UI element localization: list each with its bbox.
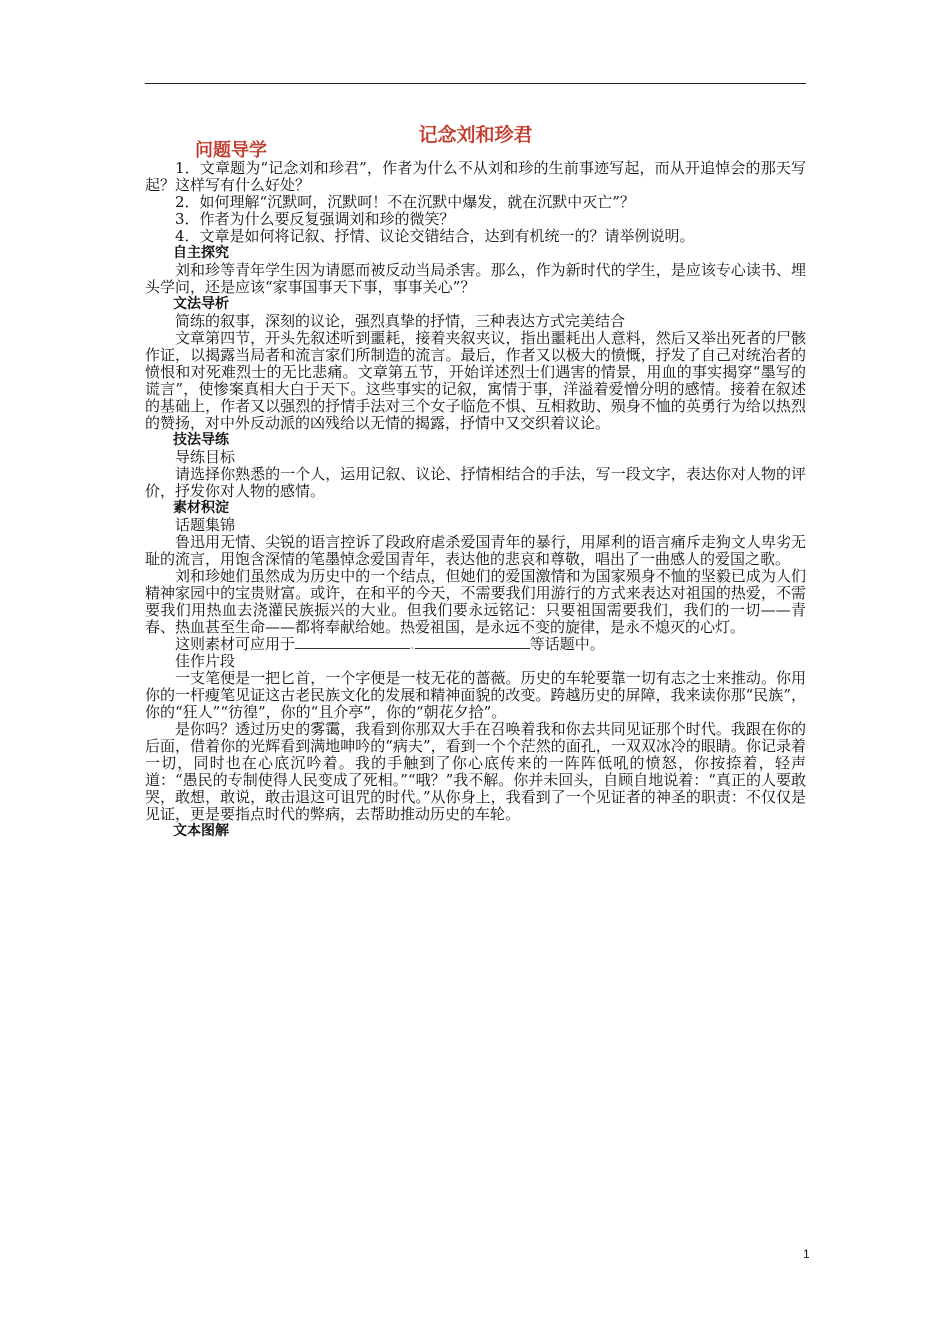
header-rule	[145, 83, 806, 84]
fill-blank-1	[295, 636, 410, 649]
section-heading-zizhu: 自主探究	[173, 245, 229, 261]
apply-suffix: 等话题中。	[529, 635, 605, 653]
question-1: 1．文章题为“记念刘和珍君”，作者为什么不从刘和珍的生前事迹写起，而从开追悼会的那天写起？这样写有什么好处？	[145, 159, 806, 194]
question-3: 3．作者为什么要反复强调刘和珍的微笑？	[175, 210, 455, 228]
zizhu-text: 刘和珍等青年学生因为请愿而被反动当局杀害。那么，作为新时代的学生，是应该专心读书、埋头学问，还是应该“家事国事天下事，事事关心”？	[145, 261, 806, 296]
question-4: 4．文章是如何将记叙、抒情、议论交错结合，达到有机统一的？请举例说明。	[175, 227, 695, 245]
fill-blank-2	[415, 636, 530, 649]
jifa-subheading: 导练目标	[175, 448, 236, 466]
sucai-paragraph-3: 一支笔便是一把匕首，一个字便是一枝无花的蔷薇。历史的车轮要靠一切有志之士来推动。你用你的一杆瘦笔见证这古老民族文化的发展和精神面貌的改变。跨越历史的屏障，我来读你那“民族”，你的“狂人”“彷徨”，你的“且介亭”，你的“朝花夕拾”。	[145, 669, 806, 721]
wenfa-body: 文章第四节，开头先叙述听到噩耗，接着夹叙夹议，指出噩耗出人意料，然后又举出死者的尸骸作证，以揭露当局者和流言家们所制造的流言。最后，作者又以极大的愤慨，抒发了自己对统治者的愤恨和对死难烈士的无比悲痛。文章第五节，开始详述烈士们遇害的情景，用血的事实揭穿“墨写的谎言”，使惨案真相大白于天下。这些事实的记叙，寓情于事，洋溢着爱憎分明的感情。接着在叙述的基础上，作者又以强烈的抒情手法对三个女子临危不惧、互相救助、殒身不恤的英勇行为给以热烈的赞扬，对中外反动派的凶残给以无情的揭露，抒情中又交织着议论。	[145, 329, 806, 432]
section-heading-jifa: 技法导练	[173, 432, 229, 448]
apply-prefix: 这则素材可应用于	[175, 635, 296, 653]
page-number: 1	[803, 1247, 810, 1261]
wenfa-summary: 简练的叙事，深刻的议论，强烈真挚的抒情，三种表达方式完美结合	[175, 312, 626, 330]
page-title: 记念刘和珍君	[418, 124, 533, 146]
sucai-subheading-1: 话题集锦	[175, 516, 236, 534]
section-heading-wenti: 问题导学	[195, 140, 267, 161]
blank-separator-mark: .	[410, 635, 415, 653]
question-2: 2．如何理解“沉默呵，沉默呵！不在沉默中爆发，就在沉默中灭亡”？	[175, 193, 635, 211]
sucai-paragraph-2: 刘和珍她们虽然成为历史中的一个结点，但她们的爱国激情和为国家殒身不恤的坚毅已成为人们精神家园中的宝贵财富。或许，在和平的今天，不需要我们用游行的方式来表达对祖国的热爱，不需要我们用热血去浇灌民族振兴的大业。但我们要永远铭记：只要祖国需要我们，我们的一切——青春、热血甚至生命——都将奉献给她。热爱祖国，是永远不变的旋律，是永不熄灭的心灯。	[145, 567, 806, 636]
sucai-paragraph-1: 鲁迅用无情、尖锐的语言控诉了段政府虐杀爱国青年的暴行，用犀利的语言痛斥走狗文人卑劣无耻的流言，用饱含深情的笔墨悼念爱国青年，表达他的悲哀和尊敬，唱出了一曲感人的爱国之歌。	[145, 533, 806, 568]
sucai-subheading-2: 佳作片段	[175, 652, 236, 670]
section-heading-tujie: 文本图解	[173, 823, 229, 839]
jifa-text: 请选择你熟悉的一个人，运用记叙、议论、抒情相结合的手法，写一段文字，表达你对人物的评价，抒发你对人物的感情。	[145, 465, 806, 500]
section-heading-wenfa: 文法导析	[173, 296, 229, 312]
section-heading-sucai: 素材积淀	[173, 500, 229, 516]
apply-line	[145, 636, 806, 653]
document-body	[145, 96, 806, 840]
sucai-paragraph-4: 是你吗？透过历史的雾霭，我看到你那双大手在召唤着我和你去共同见证那个时代。我跟在你的后面，借着你的光辉看到满地呻吟的“病夫”，看到一个个茫然的面孔，一双双冰冷的眼睛。你记录着一切，同时也在心底沉吟着。我的手触到了你心底传来的一阵阵低吼的愤怒，你按捺着，轻声道：“愚民的专制使得人民变成了死相。”“哦？”我不解。你并未回头，自顾自地说着：“真正的人要敢哭，敢想，敢说，敢击退这可诅咒的时代。”从你身上，我看到了一个见证者的神圣的职责：不仅仅是见证，更是要指点时代的弊病，去帮助推动历史的车轮。	[145, 720, 806, 823]
